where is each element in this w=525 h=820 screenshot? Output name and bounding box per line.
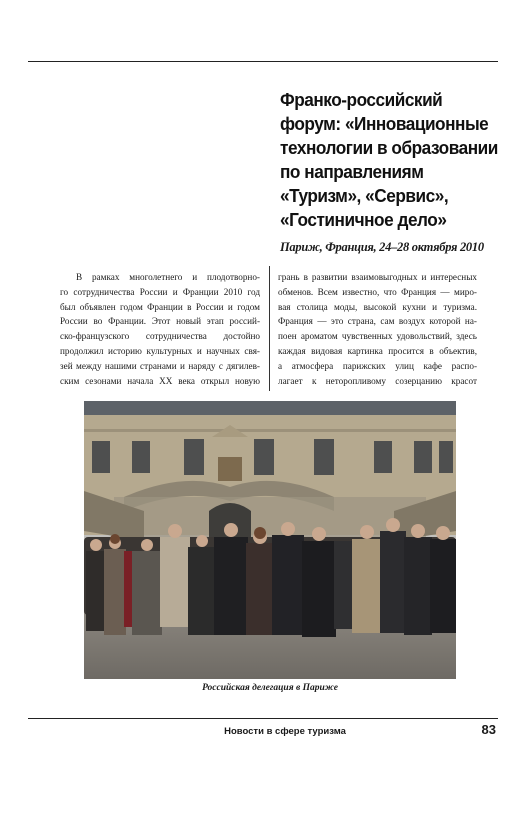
- text-line: России во Франции. Этот новый этап россий-: [60, 316, 260, 327]
- text-line: а атмосфера парижских улиц кафе распо-: [278, 360, 477, 371]
- text-line: грань в развитии взаимовыгодных и интересных: [278, 272, 477, 282]
- delegation-photo: [84, 401, 456, 679]
- right-column: [278, 270, 477, 388]
- text-line: ским сезонами начала XX века открыл новую: [60, 375, 260, 386]
- title-line: по направлениям: [280, 161, 424, 182]
- top-rule: [28, 61, 498, 62]
- column-divider: [269, 266, 270, 391]
- text-line: зей между нашими странами и наряду с дягилев-: [60, 360, 260, 371]
- text-line: каждая видовая картинка просится в объектив,: [278, 345, 477, 356]
- text-line: был объявлен годом Франции в России и годом: [60, 301, 260, 312]
- footer-section-title: Новости в сфере туризма: [224, 726, 346, 737]
- title-line: «Туризм», «Сервис»,: [280, 185, 449, 206]
- title-line: технологии в образовании: [280, 137, 498, 158]
- title-line: Франко-российский: [280, 89, 443, 110]
- bottom-rule: [28, 718, 498, 719]
- page-number: 83: [481, 722, 496, 737]
- text-line: го сотрудничества России и Франции 2010 год: [60, 286, 260, 297]
- left-column: [60, 270, 260, 388]
- text-line: вая столица моды, высокой кухни и туризма.: [278, 301, 477, 312]
- text-line: Франция — это страна, сам воздух которой на-: [278, 316, 477, 327]
- photo-caption: Российская делегация в Париже: [202, 683, 338, 693]
- text-line: лагает к неторопливому созерцанию красот: [278, 375, 477, 386]
- title-line: «Гостиничное дело»: [280, 209, 447, 230]
- text-line: В рамках многолетнего и плодотворно-: [76, 272, 260, 282]
- text-line: продолжил историю культурных и научных свя-: [60, 345, 260, 356]
- article-subtitle: Париж, Франция, 24–28 октября 2010: [280, 240, 484, 254]
- text-line: обменов. Всем известно, что Франция — миро-: [278, 286, 477, 297]
- text-line: поен ароматом чувственных удовольствий, здесь: [278, 331, 477, 342]
- text-line: ско-французского сотрудничества достойно: [60, 331, 260, 342]
- title-line: форум: «Инновационные: [280, 113, 489, 134]
- article-title: [280, 88, 498, 232]
